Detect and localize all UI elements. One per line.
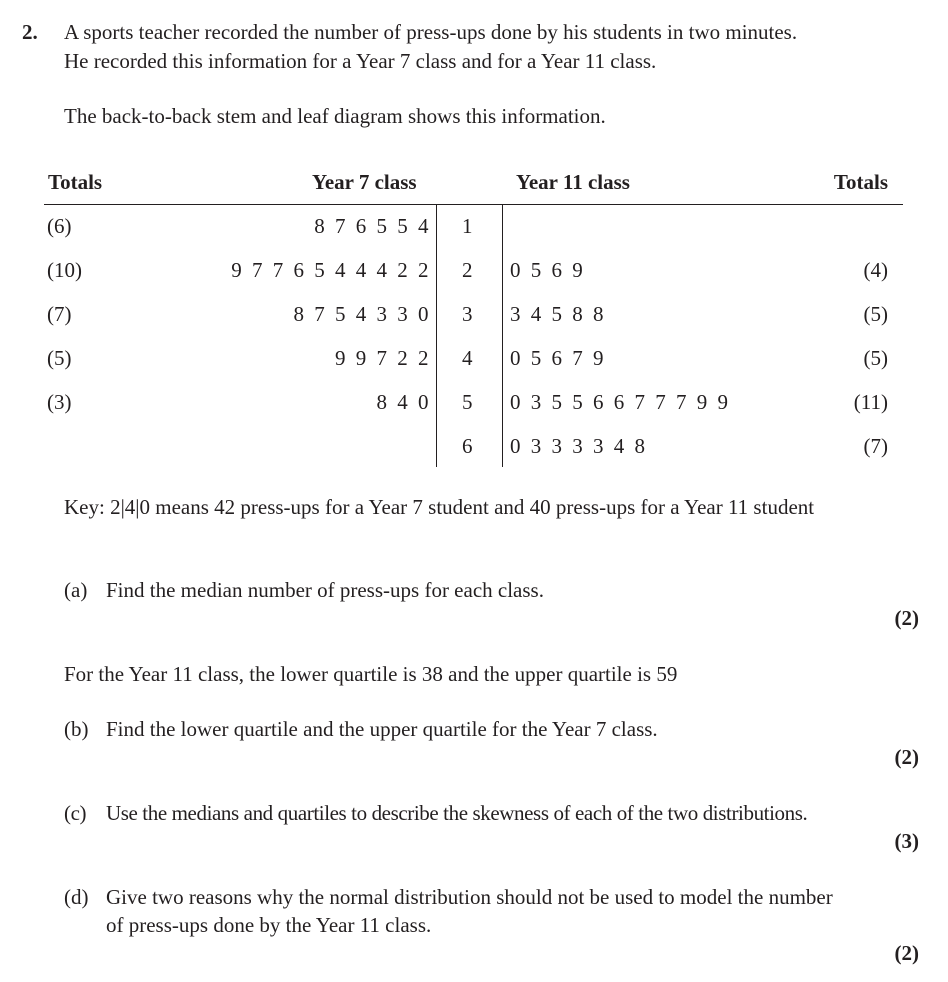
diagram-key: Key: 2|4|0 means 42 press-ups for a Year 7 student and 40 press-ups for a Year 11 student: [64, 495, 815, 519]
stem-divider-left: [436, 205, 437, 467]
intro-line-3: The back-to-back stem and leaf diagram shows this information.: [64, 104, 606, 128]
year11-leaves: 0 3 3 3 3 4 8: [510, 434, 648, 458]
stem-divider-right: [502, 205, 503, 467]
year11-leaves: 3 4 5 8 8: [510, 302, 606, 326]
part-a-text: Find the median number of press-ups for each class.: [106, 578, 544, 602]
row-total-left: (5): [47, 346, 72, 370]
row-total-left: (7): [47, 302, 72, 326]
part-b-text: Find the lower quartile and the upper quartile for the Year 7 class.: [106, 717, 658, 741]
year7-leaves: 9 9 7 2 2: [335, 346, 431, 370]
intro-line-2: He recorded this information for a Year 7 class and for a Year 11 class.: [64, 49, 657, 73]
stem: 4: [462, 346, 473, 370]
stem: 3: [462, 302, 473, 326]
row-total-right: (5): [863, 302, 888, 326]
row-total-left: (10): [47, 258, 82, 282]
part-d-text-line1: Give two reasons why the normal distribution should not be used to model the number: [106, 885, 833, 909]
row-total-left: (3): [47, 390, 72, 414]
year7-leaves: 8 7 5 4 3 3 0: [293, 302, 431, 326]
part-c-text: Use the medians and quartiles to describe the skewness of each of the two distributions.: [106, 801, 808, 825]
quartile-note: For the Year 11 class, the lower quartile is 38 and the upper quartile is 59: [64, 662, 678, 686]
stem: 2: [462, 258, 473, 282]
part-d-text-line2: of press-ups done by the Year 11 class.: [106, 913, 432, 937]
year11-leaves: 0 5 6 9: [510, 258, 586, 282]
year7-leaves: 8 4 0: [376, 390, 431, 414]
header-totals-left: Totals: [48, 170, 103, 194]
header-totals-right: Totals: [833, 170, 888, 194]
part-c-marks: (3): [894, 829, 919, 853]
part-d-label: (d): [64, 885, 89, 909]
part-a-marks: (2): [894, 606, 919, 630]
part-d-marks: (2): [894, 941, 919, 965]
part-b: [64, 719, 658, 740]
part-c: [64, 803, 807, 824]
part-d: [64, 887, 833, 908]
intro-line-1: A sports teacher recorded the number of press-ups done by his students in two minutes.: [64, 20, 798, 44]
row-total-left: (6): [47, 214, 72, 238]
row-total-right: (7): [863, 434, 888, 458]
stem: 1: [462, 214, 473, 238]
part-b-label: (b): [64, 717, 89, 741]
year11-leaves: 0 5 6 7 9: [510, 346, 606, 370]
question-number: 2.: [22, 20, 38, 44]
header-year11: Year 11 class: [516, 170, 630, 194]
year7-leaves: 9 7 7 6 5 4 4 4 2 2: [231, 258, 431, 282]
part-a: [64, 580, 544, 601]
header-year7: Year 7 class: [312, 170, 417, 194]
part-c-label: (c): [64, 801, 87, 825]
part-a-label: (a): [64, 578, 88, 602]
part-b-marks: (2): [894, 745, 919, 769]
year11-leaves: 0 3 5 5 6 6 7 7 7 9 9: [510, 390, 731, 414]
header-rule: [44, 204, 903, 205]
stem: 6: [462, 434, 473, 458]
stem: 5: [462, 390, 473, 414]
row-total-right: (11): [853, 390, 888, 414]
row-total-right: (4): [863, 258, 888, 282]
row-total-right: (5): [863, 346, 888, 370]
year7-leaves: 8 7 6 5 5 4: [314, 214, 431, 238]
